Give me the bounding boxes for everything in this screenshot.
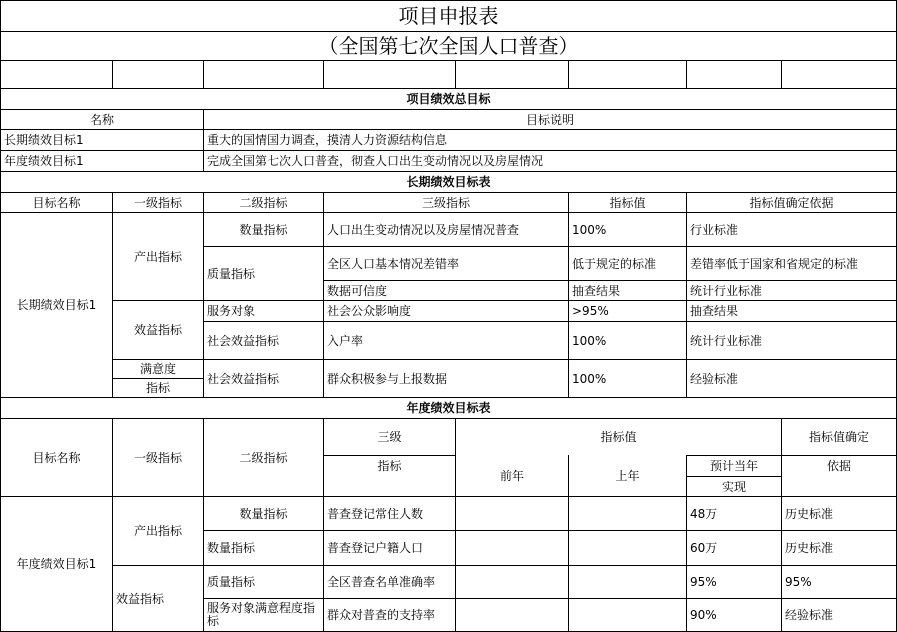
an-header-goal-name: 目标名称	[32, 450, 81, 465]
lt-row-level3: 社会公众影响度	[327, 304, 412, 318]
an-row-level2: 质量指标	[207, 575, 256, 589]
page-title: 项目申报表	[398, 4, 499, 28]
an-row-level2: 数量指标	[207, 541, 256, 555]
an-header-value: 指标值	[600, 430, 637, 444]
an-row-level3: 普查登记户籍人口	[327, 541, 424, 555]
an-level1-output: 产出指标	[133, 524, 182, 538]
page-subtitle: （全国第七次全国人口普查）	[318, 34, 579, 58]
lt-row-value: 抽查结果	[572, 283, 621, 298]
an-row-expected: 90%	[690, 608, 717, 622]
lt-row-basis: 差错率低于国家和省规定的标准	[690, 256, 859, 271]
an-row-basis: 95%	[785, 575, 812, 589]
lt-row-level2: 社会效益指标	[207, 333, 280, 348]
an-row-prev	[456, 566, 568, 598]
an-header-last-year: 上年	[615, 469, 640, 483]
an-row-prev	[456, 599, 568, 631]
grid-line	[323, 60, 324, 88]
lt-header-level3: 三级指标	[421, 195, 470, 210]
lt-row-level2: 社会效益指标	[207, 371, 280, 386]
lt-row-value: 100%	[572, 333, 607, 348]
lt-row-basis: 行业标准	[690, 222, 739, 237]
an-header-level2: 二级指标	[239, 450, 288, 465]
an-row-level2: 数量指标	[239, 506, 288, 521]
lt-row-basis: 统计行业标准	[690, 283, 763, 298]
lt-level1-satisfaction-suffix: 指标	[145, 381, 170, 395]
an-header-basis: 指标值确定	[808, 430, 869, 444]
lt-level1-satisfaction: 满意度	[139, 362, 176, 376]
lt-header-value: 指标值	[609, 195, 646, 210]
an-goal-name: 年度绩效目标1	[16, 557, 97, 571]
grid-line	[455, 60, 456, 88]
overall-col-name: 名称	[89, 112, 114, 127]
lt-header-level2: 二级指标	[239, 195, 288, 210]
an-header-expected-suffix: 实现	[721, 479, 746, 494]
an-header-prev-year: 前年	[499, 469, 524, 483]
grid-line	[686, 60, 687, 88]
an-row-basis: 历史标准	[785, 541, 834, 555]
lt-row-level2: 质量指标	[207, 266, 256, 281]
an-row-prev	[456, 497, 568, 530]
grid-line	[203, 60, 204, 88]
grid-line	[568, 60, 569, 88]
lt-row-level3: 全区人口基本情况差错率	[327, 256, 460, 271]
lt-header-basis: 指标值确定依据	[749, 195, 834, 210]
overall-goals-heading: 项目绩效总目标	[406, 92, 491, 106]
overall-row-desc: 重大的国情国力调查，摸清人力资源结构信息	[207, 133, 448, 147]
an-header-level1: 一级指标	[133, 450, 182, 465]
an-row-last	[569, 599, 686, 631]
lt-row-basis: 抽查结果	[690, 304, 739, 318]
an-header-expected: 预计当年	[709, 459, 758, 473]
an-row-expected: 48万	[690, 506, 718, 521]
lt-header-level1: 一级指标	[133, 195, 182, 210]
long-term-heading: 长期绩效目标表	[406, 175, 491, 189]
lt-level1-benefit: 效益指标	[133, 323, 182, 337]
lt-row-level2: 数量指标	[239, 222, 288, 237]
lt-row-level3: 入户率	[327, 333, 364, 348]
an-header-level3-suffix: 指标	[377, 459, 402, 473]
an-level1-benefit: 效益指标	[116, 591, 165, 606]
lt-row-basis: 统计行业标准	[690, 333, 763, 348]
lt-row-level2: 服务对象	[207, 304, 256, 318]
lt-row-level3: 群众积极参与上报数据	[327, 371, 448, 386]
an-row-last	[569, 566, 686, 598]
an-header-basis-suffix: 依据	[826, 459, 851, 473]
an-row-level3: 普查登记常住人数	[327, 506, 424, 521]
an-row-expected: 60万	[690, 541, 718, 555]
lt-row-level3: 人口出生变动情况以及房屋情况普查	[327, 222, 520, 237]
grid-line	[112, 60, 113, 88]
annual-heading: 年度绩效目标表	[406, 401, 491, 415]
lt-level1-output: 产出指标	[133, 249, 182, 264]
grid-line	[781, 60, 782, 88]
lt-header-goal-name: 目标名称	[32, 195, 81, 210]
an-header-level3: 三级	[377, 430, 402, 444]
lt-row-value: 低于规定的标准	[572, 256, 657, 271]
an-row-basis: 经验标准	[785, 608, 834, 622]
an-row-prev	[456, 531, 568, 565]
grid-line	[0, 60, 897, 61]
lt-row-level3: 数据可信度	[327, 283, 388, 298]
an-row-level3: 群众对普查的支持率	[327, 608, 436, 622]
lt-row-value: 100%	[572, 371, 607, 386]
lt-goal-name: 长期绩效目标1	[16, 298, 97, 312]
an-row-last	[569, 497, 686, 530]
lt-row-basis: 经验标准	[690, 371, 739, 386]
lt-row-value: >95%	[572, 304, 609, 318]
an-row-last	[569, 531, 686, 565]
overall-row-desc: 完成全国第七次人口普查，彻查人口出生变动情况以及房屋情况	[207, 154, 544, 168]
an-row-expected: 95%	[690, 575, 717, 589]
overall-row-name: 长期绩效目标1	[4, 133, 84, 147]
an-row-basis: 历史标准	[785, 506, 834, 521]
overall-row-name: 年度绩效目标1	[4, 154, 84, 168]
an-row-level3: 全区普查名单准确率	[327, 575, 436, 589]
lt-row-value: 100%	[572, 222, 607, 237]
an-row-level2: 服务对象满意程度指标	[207, 601, 316, 628]
overall-col-desc: 目标说明	[525, 112, 574, 127]
